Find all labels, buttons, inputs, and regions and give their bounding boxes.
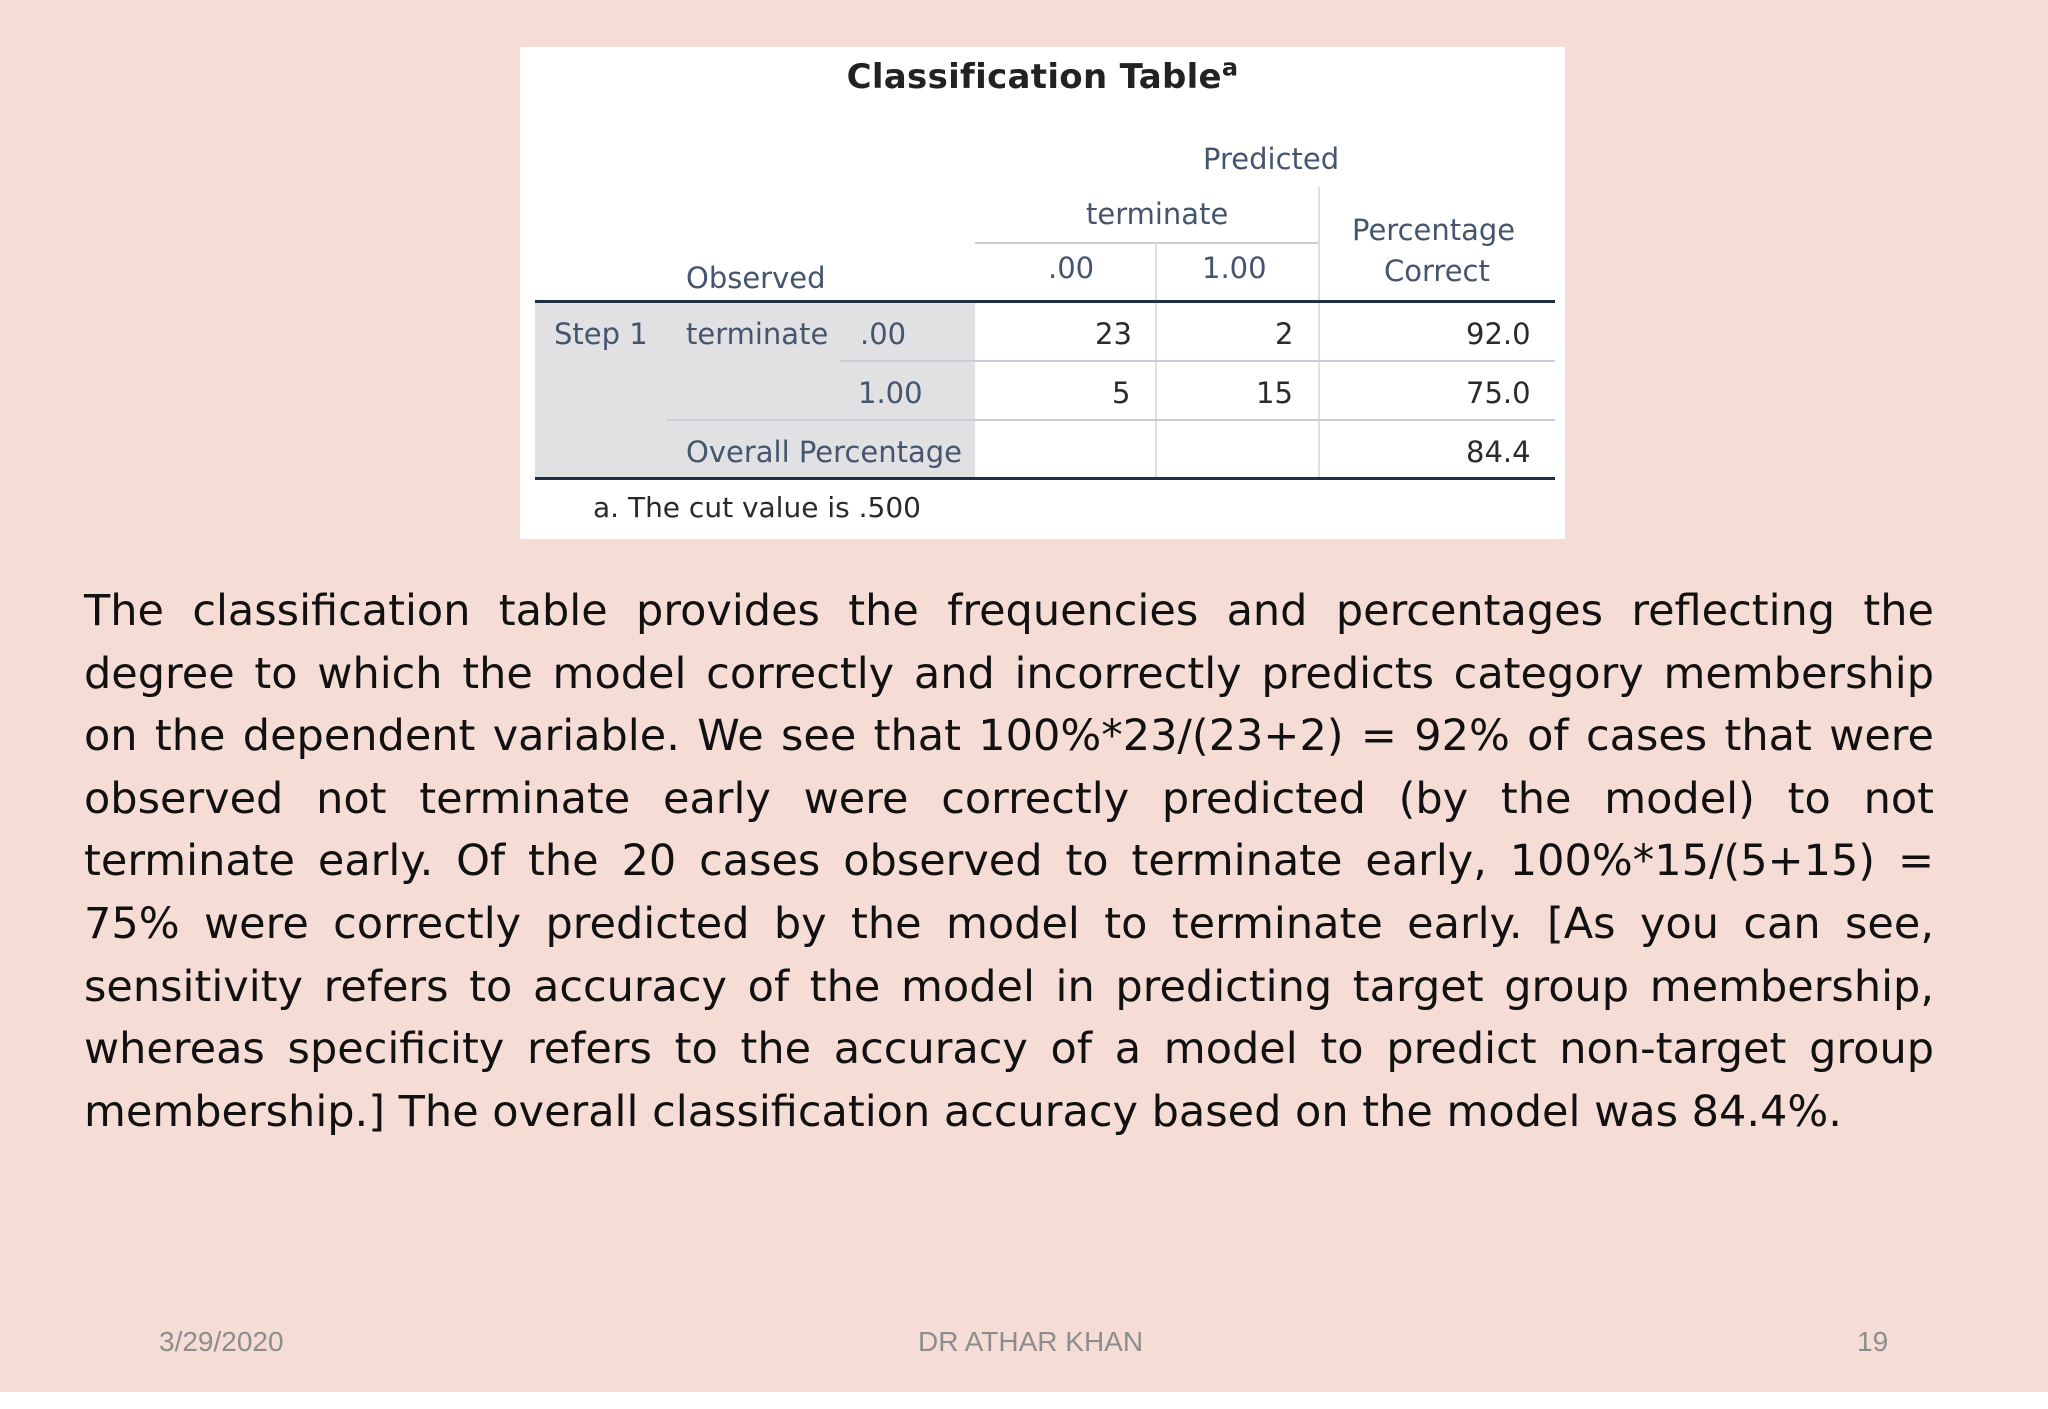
table-top-rule [535, 300, 1555, 303]
predicted-variable-header: terminate [1086, 197, 1229, 231]
classification-table-image [520, 47, 1565, 539]
row-1-pred-0: 5 [1112, 376, 1131, 410]
header-divider-columns [1155, 243, 1157, 305]
body-divider-2 [1318, 303, 1320, 478]
row-2-separator [667, 419, 1555, 421]
table-title-superscript: a [1221, 53, 1239, 82]
table-title [520, 53, 1565, 97]
body-divider-1 [1155, 303, 1157, 478]
predicted-col-0-header: .00 [1048, 251, 1095, 285]
explanation-paragraph: The classification table provides the frequencies and percentages reflecting the degree to which the model correctly and incorrectly predicts category membership on the dependent variable. We see that 100%*23/(23+2) = 92% of cases that were observed not terminate early were correctly predicted (by the model) to not terminate early. Of the 20 cases observed to terminate early, 100%*15/(5+15) = 75% were correctly predicted by the model to terminate early. [As you can see, sensitivity refers to accuracy of the model in predicting target group membership, whereas specificity refers to the accuracy of a model to predict non-target group membership.] The overall classification accuracy based on the model was 84.4%. [84, 586, 1934, 1137]
footer-author: DR ATHAR KHAN [918, 1326, 1144, 1357]
row-1-percent: 75.0 [1466, 376, 1531, 410]
row-1-pred-1: 15 [1256, 376, 1293, 410]
table-footnote: a. The cut value is .500 [593, 491, 921, 524]
footer-page-number: 19 [1857, 1326, 1889, 1357]
overall-percentage-label: Overall Percentage [686, 435, 962, 469]
table-bottom-rule [535, 477, 1555, 480]
percentage-correct-header-line2: Correct [1384, 254, 1490, 288]
bottom-strip [0, 1392, 2048, 1409]
row-0-pred-1: 2 [1275, 317, 1294, 351]
header-divider-percentage [1318, 187, 1320, 305]
predicted-header: Predicted [1203, 142, 1340, 176]
row-1-separator [840, 360, 1555, 362]
overall-percent: 84.4 [1466, 435, 1531, 469]
percentage-correct-header-line1: Percentage [1352, 213, 1516, 247]
observed-variable-label: terminate [686, 317, 829, 351]
row-0-pred-0: 23 [1095, 317, 1132, 351]
row-0-category: .00 [860, 317, 907, 351]
step-label: Step 1 [554, 317, 648, 351]
row-1-category: 1.00 [858, 376, 923, 410]
table-title-text: Classification Table [846, 57, 1222, 97]
footer-date: 3/29/2020 [159, 1326, 284, 1357]
predicted-col-1-header: 1.00 [1202, 251, 1267, 285]
observed-header: Observed [686, 261, 826, 295]
header-underline-terminate [975, 242, 1318, 244]
row-0-percent: 92.0 [1466, 317, 1531, 351]
